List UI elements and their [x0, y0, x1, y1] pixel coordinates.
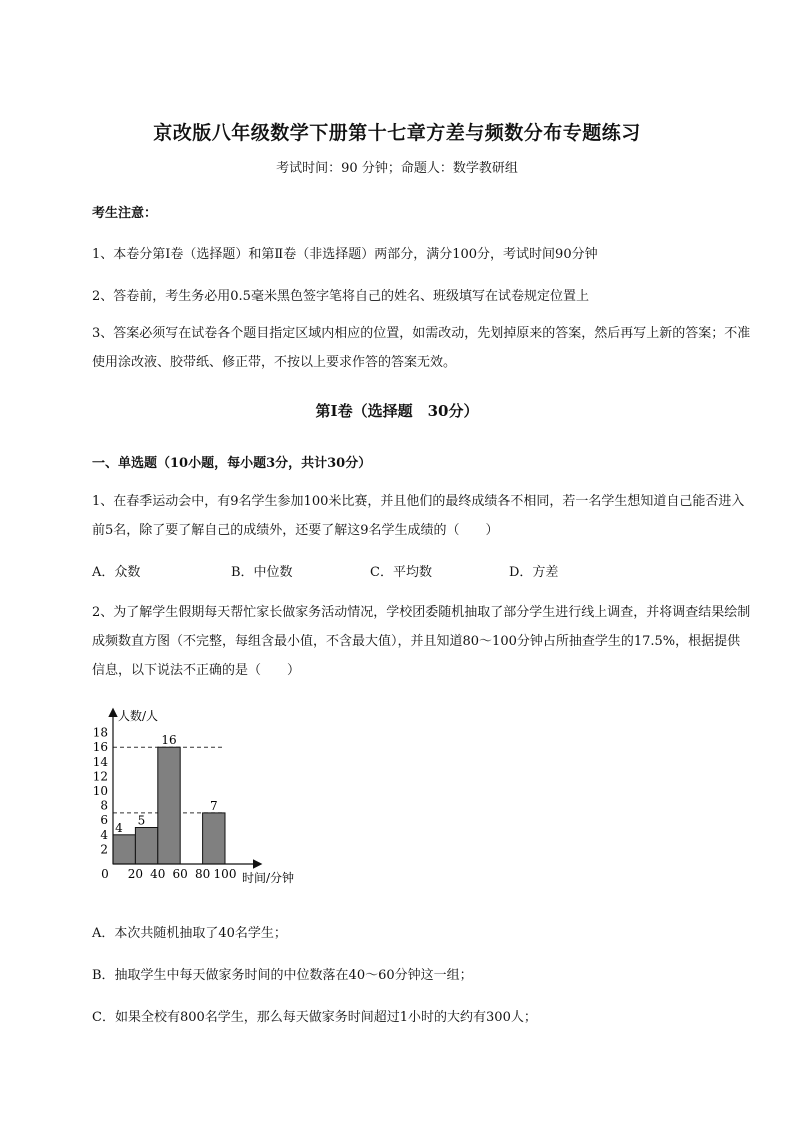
- data-label-80-100: 7: [209, 798, 218, 813]
- data-label-0-20: 4: [115, 820, 123, 835]
- question-1-stem: 1、在春季运动会中，有9名学生参加100米比赛，并且他们的最终成绩各不相同，若一名学生想知道自己能否进入前5名，除了要了解自己的成绩外，还要了解这9名学生成绩的（ ）: [92, 494, 745, 538]
- exam-info: 考试时间：90 分钟；命题人：数学教研组: [276, 161, 518, 176]
- section-title: 第Ⅰ卷（选择题 30分）: [315, 402, 479, 420]
- histogram-chart: [90, 700, 320, 890]
- question-2-option-a[interactable]: A．本次共随机抽取了40名学生；: [92, 926, 287, 941]
- x-tick-0: 0: [101, 867, 109, 881]
- data-label-20-40: 5: [137, 813, 146, 828]
- y-tick-10: 10: [92, 784, 108, 798]
- y-tick-6: 6: [100, 813, 108, 828]
- bar-20-40: [135, 828, 157, 865]
- x-axis-label: 时间/分钟: [242, 871, 295, 885]
- option-b[interactable]: B．中位数: [231, 565, 293, 580]
- question-2-option-c[interactable]: C．如果全校有800名学生，那么每天做家务时间超过1小时的大约有300人；: [92, 1010, 537, 1025]
- y-tick-8: 8: [100, 798, 108, 813]
- x-tick-100: 100: [213, 867, 237, 881]
- notice-heading: 考生注意：: [92, 206, 158, 221]
- y-tick-4: 4: [100, 827, 108, 842]
- y-tick-12: 12: [92, 769, 108, 784]
- notice-item-1: 1、本卷分第Ⅰ卷（选择题）和第Ⅱ卷（非选择题）两部分，满分100分，考试时间90分钟: [92, 247, 598, 262]
- y-axis-label: 人数/人: [118, 709, 159, 723]
- question-2-stem: 2、为了解学生假期每天帮忙家长做家务活动情况，学校团委随机抽取了部分学生进行线上调查，并将调查结果绘制成频数直方图（不完整，每组含最小值，不含最大值），并且知道80～100分钟占所抽查学生的17.5%，根据提供信息，以下说法不正确的是（ ）: [92, 605, 751, 678]
- data-label-40-60: 16: [161, 733, 177, 748]
- option-d[interactable]: D．方差: [509, 565, 559, 580]
- x-tick-40: 40: [150, 867, 166, 881]
- y-tick-18: 18: [92, 725, 108, 740]
- option-a[interactable]: A．众数: [92, 565, 141, 580]
- question-2-option-b[interactable]: B．抽取学生中每天做家务时间的中位数落在40～60分钟这一组；: [92, 968, 473, 983]
- part-heading: 一、单选题（10小题，每小题3分，共计30分）: [92, 456, 372, 471]
- y-tick-16: 16: [92, 740, 108, 755]
- page-title: 京改版八年级数学下册第十七章方差与频数分布专题练习: [153, 122, 641, 144]
- bar-0-20: [113, 835, 135, 864]
- bar-80-100: [203, 813, 225, 864]
- x-tick-80: 80: [194, 867, 211, 881]
- x-tick-20: 20: [127, 867, 144, 881]
- notice-item-3: 3、答案必须写在试卷各个题目指定区域内相应的位置，如需改动，先划掉原来的答案，然后再写上新的答案；不准使用涂改液、胶带纸、修正带，不按以上要求作答的答案无效。: [92, 326, 751, 370]
- question-1-options: [92, 561, 732, 580]
- bar-40-60: [158, 747, 180, 864]
- y-tick-2: 2: [100, 842, 108, 857]
- y-tick-14: 14: [92, 754, 108, 769]
- x-tick-60: 60: [172, 867, 188, 881]
- option-c[interactable]: C．平均数: [370, 565, 432, 580]
- notice-item-2: 2、答卷前，考生务必用0.5毫米黑色签字笔将自己的姓名、班级填写在试卷规定位置上: [92, 289, 589, 304]
